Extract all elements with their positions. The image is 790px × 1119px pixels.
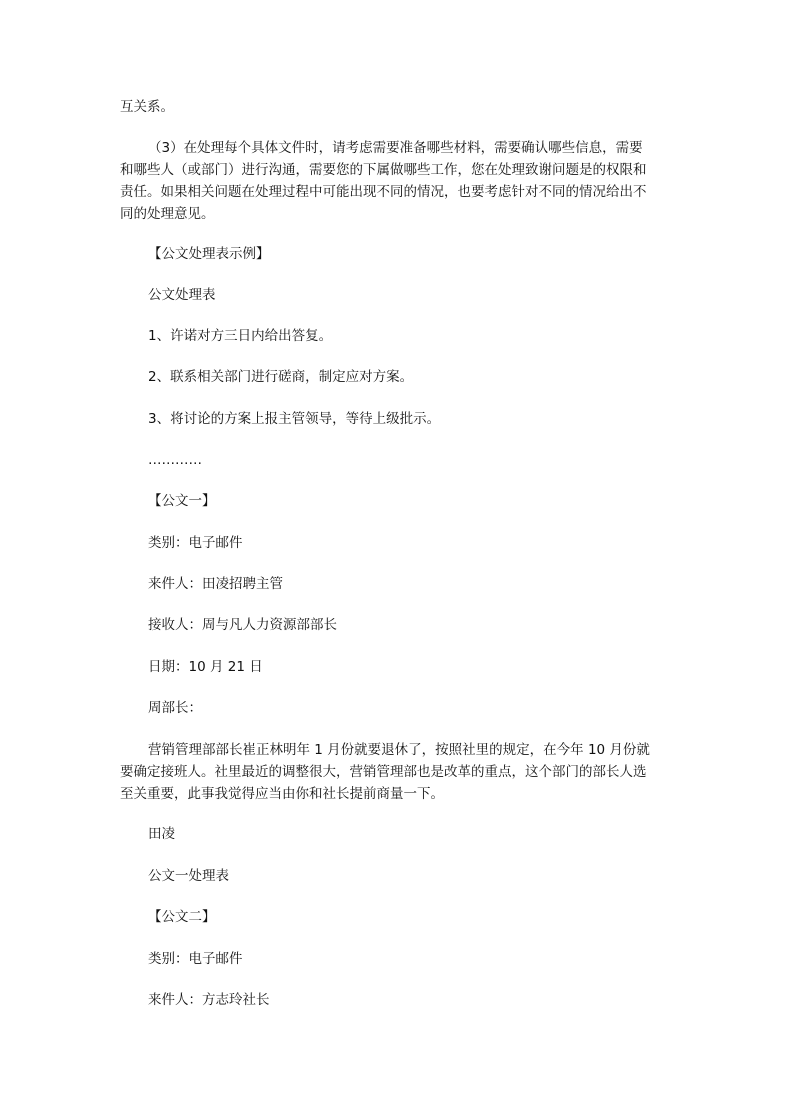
paragraph-relations-tail: 互关系。 bbox=[120, 99, 174, 115]
sample-item-1: 1、许诺对方三日内给出答复。 bbox=[148, 328, 333, 344]
doc1-sender: 来件人：田凌招聘主管 bbox=[148, 576, 283, 592]
note3-line-2: 和哪些人（或部门）进行沟通，需要您的下属做哪些工作，您在处理致谢问题是的权限和 bbox=[120, 162, 647, 178]
sample-heading: 【公文处理表示例】 bbox=[148, 246, 270, 262]
doc1-heading: 【公文一】 bbox=[148, 493, 216, 509]
doc1-signature: 田凌 bbox=[148, 826, 175, 842]
doc1-date: 日期：10 月 21 日 bbox=[148, 659, 263, 675]
doc2-category: 类别：电子邮件 bbox=[148, 951, 243, 967]
doc1-body-line-2: 要确定接班人。社里最近的调整很大，营销管理部也是改革的重点，这个部门的部长人选 bbox=[120, 764, 647, 780]
doc1-category: 类别：电子邮件 bbox=[148, 535, 243, 551]
sample-item-2: 2、联系相关部门进行磋商，制定应对方案。 bbox=[148, 369, 414, 385]
doc1-receiver: 接收人：周与凡人力资源部部长 bbox=[148, 617, 337, 633]
doc2-sender: 来件人：方志玲社长 bbox=[148, 992, 270, 1008]
doc1-table-title: 公文一处理表 bbox=[148, 868, 229, 884]
doc1-body-line-3: 至关重要，此事我觉得应当由你和社长提前商量一下。 bbox=[120, 786, 444, 802]
doc2-heading: 【公文二】 bbox=[148, 909, 216, 925]
doc1-body-line-1: 营销管理部部长崔正林明年 1 月份就要退休了，按照社里的规定，在今年 10 月份就 bbox=[148, 742, 650, 758]
note3-line-3: 责任。如果相关问题在处理过程中可能出现不同的情况，也要考虑针对不同的情况给出不 bbox=[120, 184, 647, 200]
note3-line-1: （3）在处理每个具体文件时，请考虑需要准备哪些材料，需要确认哪些信息，需要 bbox=[148, 140, 643, 156]
sample-table-title: 公文处理表 bbox=[148, 287, 216, 303]
ellipsis: ………… bbox=[148, 452, 202, 468]
sample-item-3: 3、将讨论的方案上报主管领导，等待上级批示。 bbox=[148, 411, 441, 427]
note3-line-4: 同的处理意见。 bbox=[120, 206, 215, 222]
doc1-salutation: 周部长： bbox=[148, 700, 202, 716]
